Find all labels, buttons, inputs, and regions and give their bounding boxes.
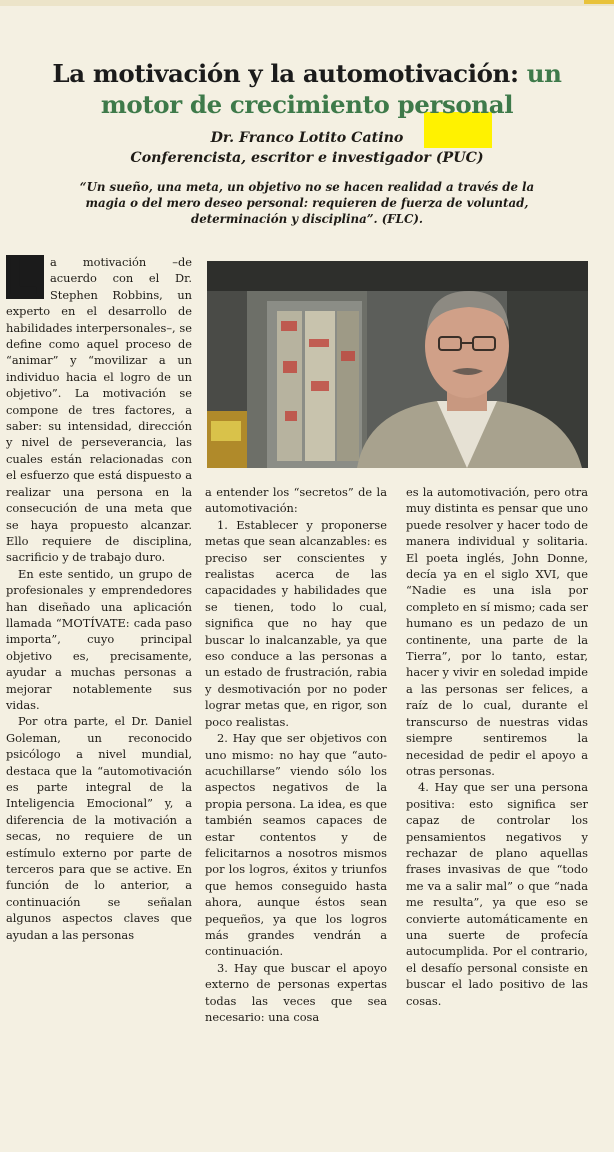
author-affiliation: (PUC) — [435, 150, 484, 166]
top-strip-accent — [584, 0, 614, 4]
author-role: Conferencista, escritor e investigador — [130, 150, 431, 166]
author-photo-illustration — [207, 261, 588, 468]
author-block — [100, 128, 514, 168]
paragraph: a entender los “secretos” de la automotivación: — [205, 485, 387, 516]
author-role-line — [100, 148, 514, 168]
article-title — [20, 58, 594, 120]
drop-cap: L — [6, 255, 44, 299]
paragraph: 4. Hay que ser una persona positiva: esto significa ser capaz de controlar los pensamientos negativos y rechazar de plano aquellas frases invasivas de que “todo me va a salir mal” o que “nada me resulta”, ya que eso se convierte automáticamente en una suerte de profecía autocumplida. Por el contrario, el desafío personal consiste en buscar el lado positivo de las cosas. — [406, 780, 588, 1008]
paragraph — [6, 248, 192, 566]
author-photo — [207, 261, 588, 468]
paragraph: Por otra parte, el Dr. Daniel Goleman, un reconocido psicólogo a nivel mundial, destaca que la “automotivación es parte integral de la Inteligencia Emocional” y, a diferencia de la motivación a secas, no requiere de un estímulo externo por parte de terceros para que se active. En función de lo anterior, a continuación se señalan algunos aspectos claves que ayudan a las personas — [6, 714, 192, 942]
paragraph: es la automotivación, pero otra muy distinta es pensar que uno puede resolver y hacer todo de manera individual y solitaria. El poeta inglés, John Donne, decía ya en el siglo XVI, que “Nadie es una isla por completo en sí mismo; cada ser humano es un pedazo de un continente, una parte de la Tierra”, por lo tanto, estar, hacer y vivir en soledad impide a las personas ser felices, a raíz de lo cual, durante el transcurso de nuestras vidas siempre sentiremos la necesidad de pedir el apoyo a otras personas. — [406, 485, 588, 778]
top-strip — [0, 0, 614, 6]
title-part-2: un motor de crecimiento personal — [100, 59, 562, 119]
column-1 — [6, 248, 192, 943]
paragraph-text: a motivación –de acuerdo con el Dr. Stephen Robbins, un experto en el desarrollo de habilidades interpersonales–, se define como aquel proceso de “animar” y “movilizar a un individuo hacia el logro de un objetivo”. La motivación se compone de tres factores, a saber: su intensidad, dirección y nivel de perseverancia, las cuales están relacionadas con el esfuerzo que está dispuesto a realizar una persona en la consecución de una meta que se haya propuesto alcanzar. Ello requiere de disciplina, sacrificio y de trabajo duro. — [6, 255, 192, 565]
paragraph: En este sentido, un grupo de profesionales y emprendedores han diseñado una aplicación llamada “MOTÍVATE: cada paso importa”, cuyo principal objetivo es, precisamente, ayudar a muchas personas a mejorar notablemente sus vidas. — [6, 566, 192, 712]
column-3 — [406, 484, 588, 1009]
paragraph: 3. Hay que buscar el apoyo externo de personas expertas todas las veces que sea necesario: una cosa — [205, 960, 387, 1024]
epigraph-quote: “Un sueño, una meta, un objetivo no se hacen realidad a través de la magia o del mero deseo personal: requieren de fuerza de voluntad, determinación y disciplina”. (FLC). — [79, 180, 535, 226]
paragraph: 1. Establecer y proponerse metas que sean alcanzables: es preciso ser conscientes y realistas acerca de las capacidades y habilidades que se tienen, todo lo cual, significa que no hay que buscar lo inalcanzable, ya que eso conduce a las personas a un estado de frustración, rabia y desmotivación por no poder lograr metas que, en rigor, son poco realistas. — [205, 517, 387, 729]
column-2 — [205, 484, 387, 1025]
title-part-1: La motivación y la automotivación: — [52, 59, 519, 88]
author-name: Dr. Franco Lotito Catino — [210, 130, 404, 146]
paragraph: 2. Hay que ser objetivos con uno mismo: no hay que “auto-acuchillarse” viendo sólo los aspectos negativos de la propia persona. La idea, es que también seamos capaces de estar contentos y de felicitarnos a nosotros mismos por los logros, éxitos y triunfos que hemos conseguido hasta ahora, aunque éstos sean pequeños, ya que los logros más grandes vendrán a continuación. — [205, 731, 387, 959]
